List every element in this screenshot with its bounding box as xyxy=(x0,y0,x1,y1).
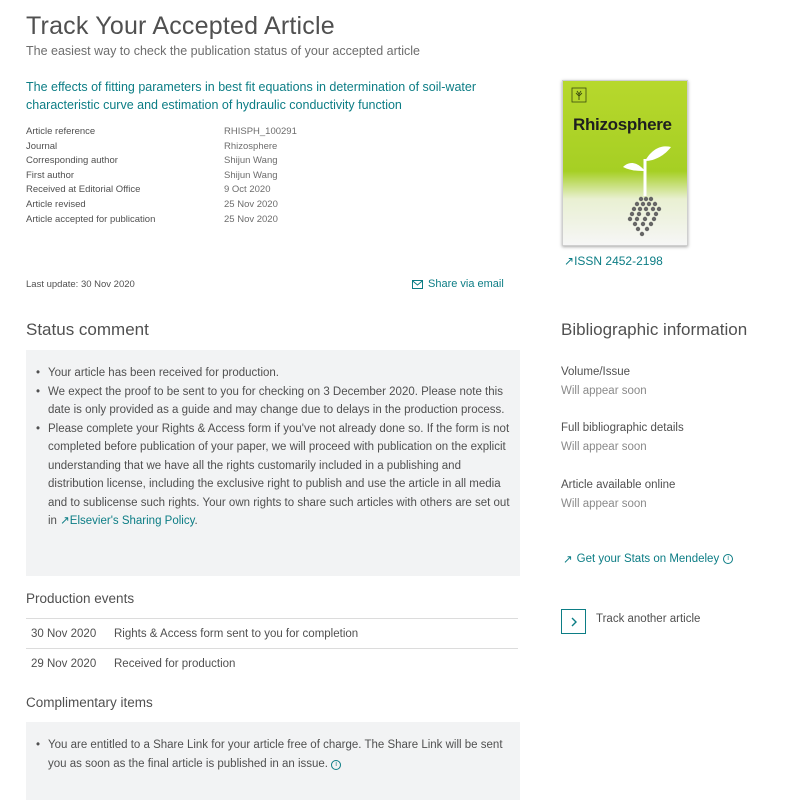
bib-label: Article available online xyxy=(561,479,676,491)
event-row xyxy=(26,648,518,678)
bib-full-details xyxy=(561,419,684,457)
complimentary-items-title: Complimentary items xyxy=(26,695,153,710)
status-comment-title: Status comment xyxy=(26,320,149,339)
bib-value: Will appear soon xyxy=(561,498,647,510)
status-item: • We expect the proof to be sent to you for checking on 3 December 2020. Please note this date is only provided as a guide and may change due to delays in the production process. xyxy=(48,383,510,420)
last-update xyxy=(26,279,135,290)
meta-row xyxy=(26,213,297,228)
share-via-email-link[interactable] xyxy=(412,278,504,290)
meta-row xyxy=(26,125,297,140)
article-meta xyxy=(26,125,297,227)
meta-value: 25 Nov 2020 xyxy=(224,213,278,225)
bib-volume-issue xyxy=(561,363,647,401)
last-update-label: Last update: xyxy=(26,279,79,290)
status-comment-box xyxy=(26,350,520,576)
bib-value: Will appear soon xyxy=(561,385,647,397)
meta-row xyxy=(26,183,297,198)
external-link-arrow-icon: ↗ xyxy=(563,554,573,566)
info-icon[interactable]: i xyxy=(331,760,341,770)
event-text: Received for production xyxy=(114,657,236,670)
mendeley-label: Get your Stats on Mendeley xyxy=(576,553,720,565)
article-title: The effects of fitting parameters in best fit equations in determination of soil-water characteristic curve and estimation of hydraulic conductivity function xyxy=(26,80,476,112)
production-events-title: Production events xyxy=(26,591,135,606)
meta-label: Corresponding author xyxy=(26,155,118,167)
sharing-policy-link[interactable] xyxy=(60,515,194,527)
event-date: 29 Nov 2020 xyxy=(31,657,97,670)
complimentary-item xyxy=(48,736,510,773)
meta-label: Article accepted for publication xyxy=(26,213,156,225)
meta-value: Shijun Wang xyxy=(224,169,278,181)
issn-link[interactable] xyxy=(564,254,663,268)
status-item: • Your article has been received for production. xyxy=(48,364,510,383)
plant-roots-icon xyxy=(615,141,675,241)
page-subtitle: The easiest way to check the publication status of your accepted article xyxy=(26,44,420,58)
cover-journal-title: Rhizosphere xyxy=(573,115,672,134)
meta-value: Rhizosphere xyxy=(224,140,278,152)
bib-available-online xyxy=(561,476,675,514)
status-list xyxy=(48,364,510,531)
status-item-end: . xyxy=(194,515,198,527)
bib-label: Volume/Issue xyxy=(561,366,631,378)
status-item-text: Please complete your Rights & Access form if you've not already done so. If the form is not completed before publication of your paper, we will proceed with publication on the explicit understanding that we have all the rights customarily included in a publishing and distribution license, including the exclusive right to publish and use the article in all media and to sublicense such rights. Your own rights to share such articles with others are set out in xyxy=(48,422,510,527)
mendeley-stats-link[interactable] xyxy=(563,552,733,566)
complimentary-items-box xyxy=(26,722,520,800)
event-date: 30 Nov 2020 xyxy=(31,627,97,640)
share-via-email-label: Share via email xyxy=(428,278,504,290)
meta-row xyxy=(26,169,297,184)
meta-label: Article reference xyxy=(26,126,96,137)
journal-cover-image[interactable] xyxy=(562,80,688,246)
complimentary-list xyxy=(48,736,510,773)
meta-label: First author xyxy=(26,169,75,181)
chevron-right-icon xyxy=(570,617,578,627)
last-update-value: 30 Nov 2020 xyxy=(80,279,135,290)
meta-value: 9 Oct 2020 xyxy=(224,184,271,196)
sharing-policy-label: Elsevier's Sharing Policy xyxy=(69,515,195,527)
track-another-article-label[interactable]: Track another article xyxy=(596,613,701,625)
meta-label: Received at Editorial Office xyxy=(26,184,141,196)
meta-label: Article revised xyxy=(26,198,86,210)
issn-label: ISSN 2452-2198 xyxy=(574,254,663,268)
bib-value: Will appear soon xyxy=(561,441,647,453)
track-another-article-button[interactable] xyxy=(561,609,586,634)
event-text: Rights & Access form sent to you for completion xyxy=(114,627,359,640)
complimentary-item-text: You are entitled to a Share Link for your article free of charge. The Share Link will be sent you as soon as the final article is published in an issue. xyxy=(48,739,503,770)
meta-label: Journal xyxy=(26,140,58,152)
elsevier-tree-logo xyxy=(571,87,587,103)
envelope-icon xyxy=(412,280,423,289)
meta-row xyxy=(26,154,297,169)
production-events-table xyxy=(26,618,518,678)
meta-value: 25 Nov 2020 xyxy=(224,198,278,210)
bibliographic-information-title: Bibliographic information xyxy=(561,320,748,339)
event-row xyxy=(26,618,518,648)
bib-label: Full bibliographic details xyxy=(561,422,684,434)
info-icon[interactable]: i xyxy=(723,554,733,564)
meta-row xyxy=(26,140,297,155)
external-link-arrow-icon: ↗ xyxy=(564,254,575,268)
meta-value: RHISPH_100291 xyxy=(224,126,297,137)
status-item xyxy=(48,420,510,531)
meta-row xyxy=(26,198,297,213)
page-title: Track Your Accepted Article xyxy=(26,12,335,40)
meta-value: Shijun Wang xyxy=(224,155,278,167)
external-link-arrow-icon: ↗ xyxy=(60,515,70,527)
